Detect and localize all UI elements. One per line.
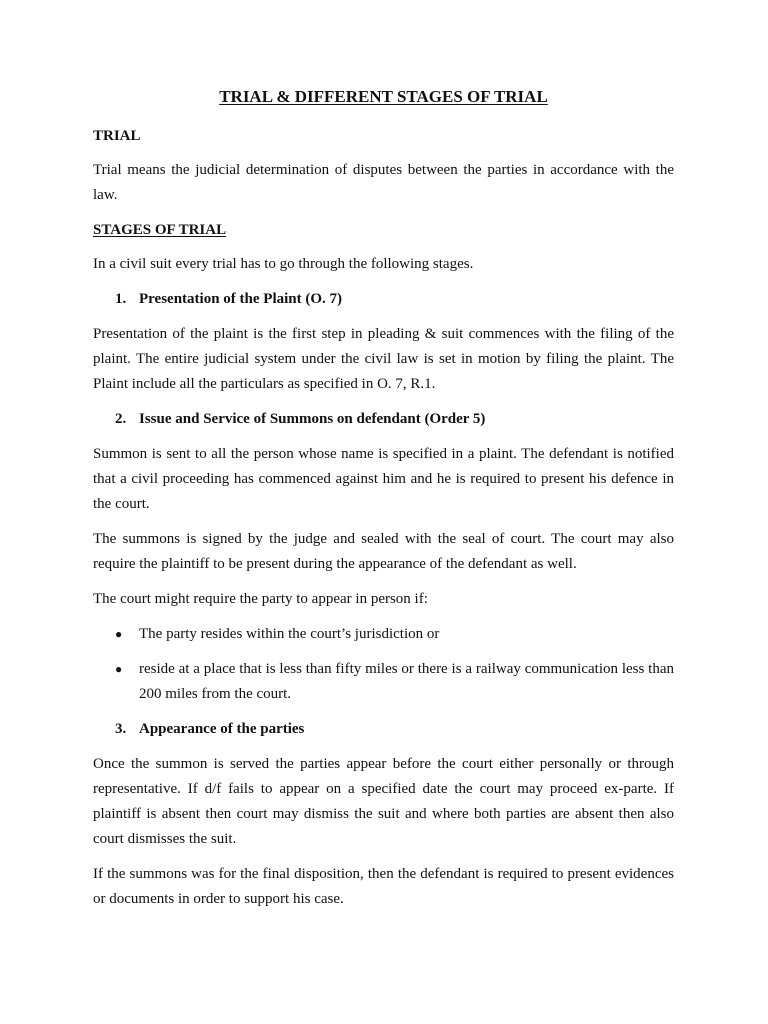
stages-heading: STAGES OF TRIAL: [93, 222, 227, 238]
stage-2-number: 2.: [115, 411, 127, 427]
stage-3-heading: [93, 717, 674, 742]
list-item-text: reside at a place that is less than fifty miles or there is a railway communication less than 200 miles from the court.: [139, 661, 674, 702]
stage-1-heading: [93, 287, 674, 312]
stages-intro: In a civil suit every trial has to go through the following stages.: [93, 256, 474, 272]
stage-2-paragraph-1: Summon is sent to all the person whose name is specified in a plaint. The defendant is notified that a civil proceeding has commenced against him and he is required to present his defence in the court.: [93, 446, 674, 512]
list-item: [93, 622, 674, 647]
list-item: [93, 657, 674, 707]
stage-1-number: 1.: [115, 291, 127, 307]
list-item-text: The party resides within the court’s jurisdiction or: [139, 626, 440, 642]
stage-2-heading: [93, 407, 674, 432]
stage-2-paragraph-2: The summons is signed by the judge and sealed with the seal of court. The court may also require the plaintiff to be present during the appearance of the defendant as well.: [93, 531, 674, 572]
trial-definition: Trial means the judicial determination of disputes between the parties in accordance with the law.: [93, 162, 674, 203]
stage-3-title: Appearance of the parties: [139, 721, 305, 737]
stage-1-paragraph: Presentation of the plaint is the first step in pleading & suit commences with the filing of the plaint. The entire judicial system under the civil law is set in motion by filing the plaint. The Plaint include all the particulars as specified in O. 7, R.1.: [93, 326, 674, 392]
bullet-icon: ●: [115, 662, 123, 676]
stage-3-paragraph-1: Once the summon is served the parties appear before the court either personally or through representative. If d/f fails to appear on a specified date the court may proceed ex-parte. If plaintiff is absent then court may dismiss the suit and where both parties are absent then also court dismisses the suit.: [93, 756, 674, 847]
bullet-icon: ●: [115, 627, 123, 641]
stage-2-title: Issue and Service of Summons on defendant (Order 5): [139, 411, 486, 427]
trial-heading: TRIAL: [93, 128, 141, 144]
appearance-conditions-list: [93, 622, 674, 707]
document-title: TRIAL & DIFFERENT STAGES OF TRIAL: [219, 87, 548, 106]
stage-2-paragraph-3: The court might require the party to appear in person if:: [93, 591, 428, 607]
stage-3-paragraph-2: If the summons was for the final disposition, then the defendant is required to present evidences or documents in order to support his case.: [93, 866, 674, 907]
stage-3-number: 3.: [115, 721, 127, 737]
stage-1-title: Presentation of the Plaint (O. 7): [139, 291, 343, 307]
